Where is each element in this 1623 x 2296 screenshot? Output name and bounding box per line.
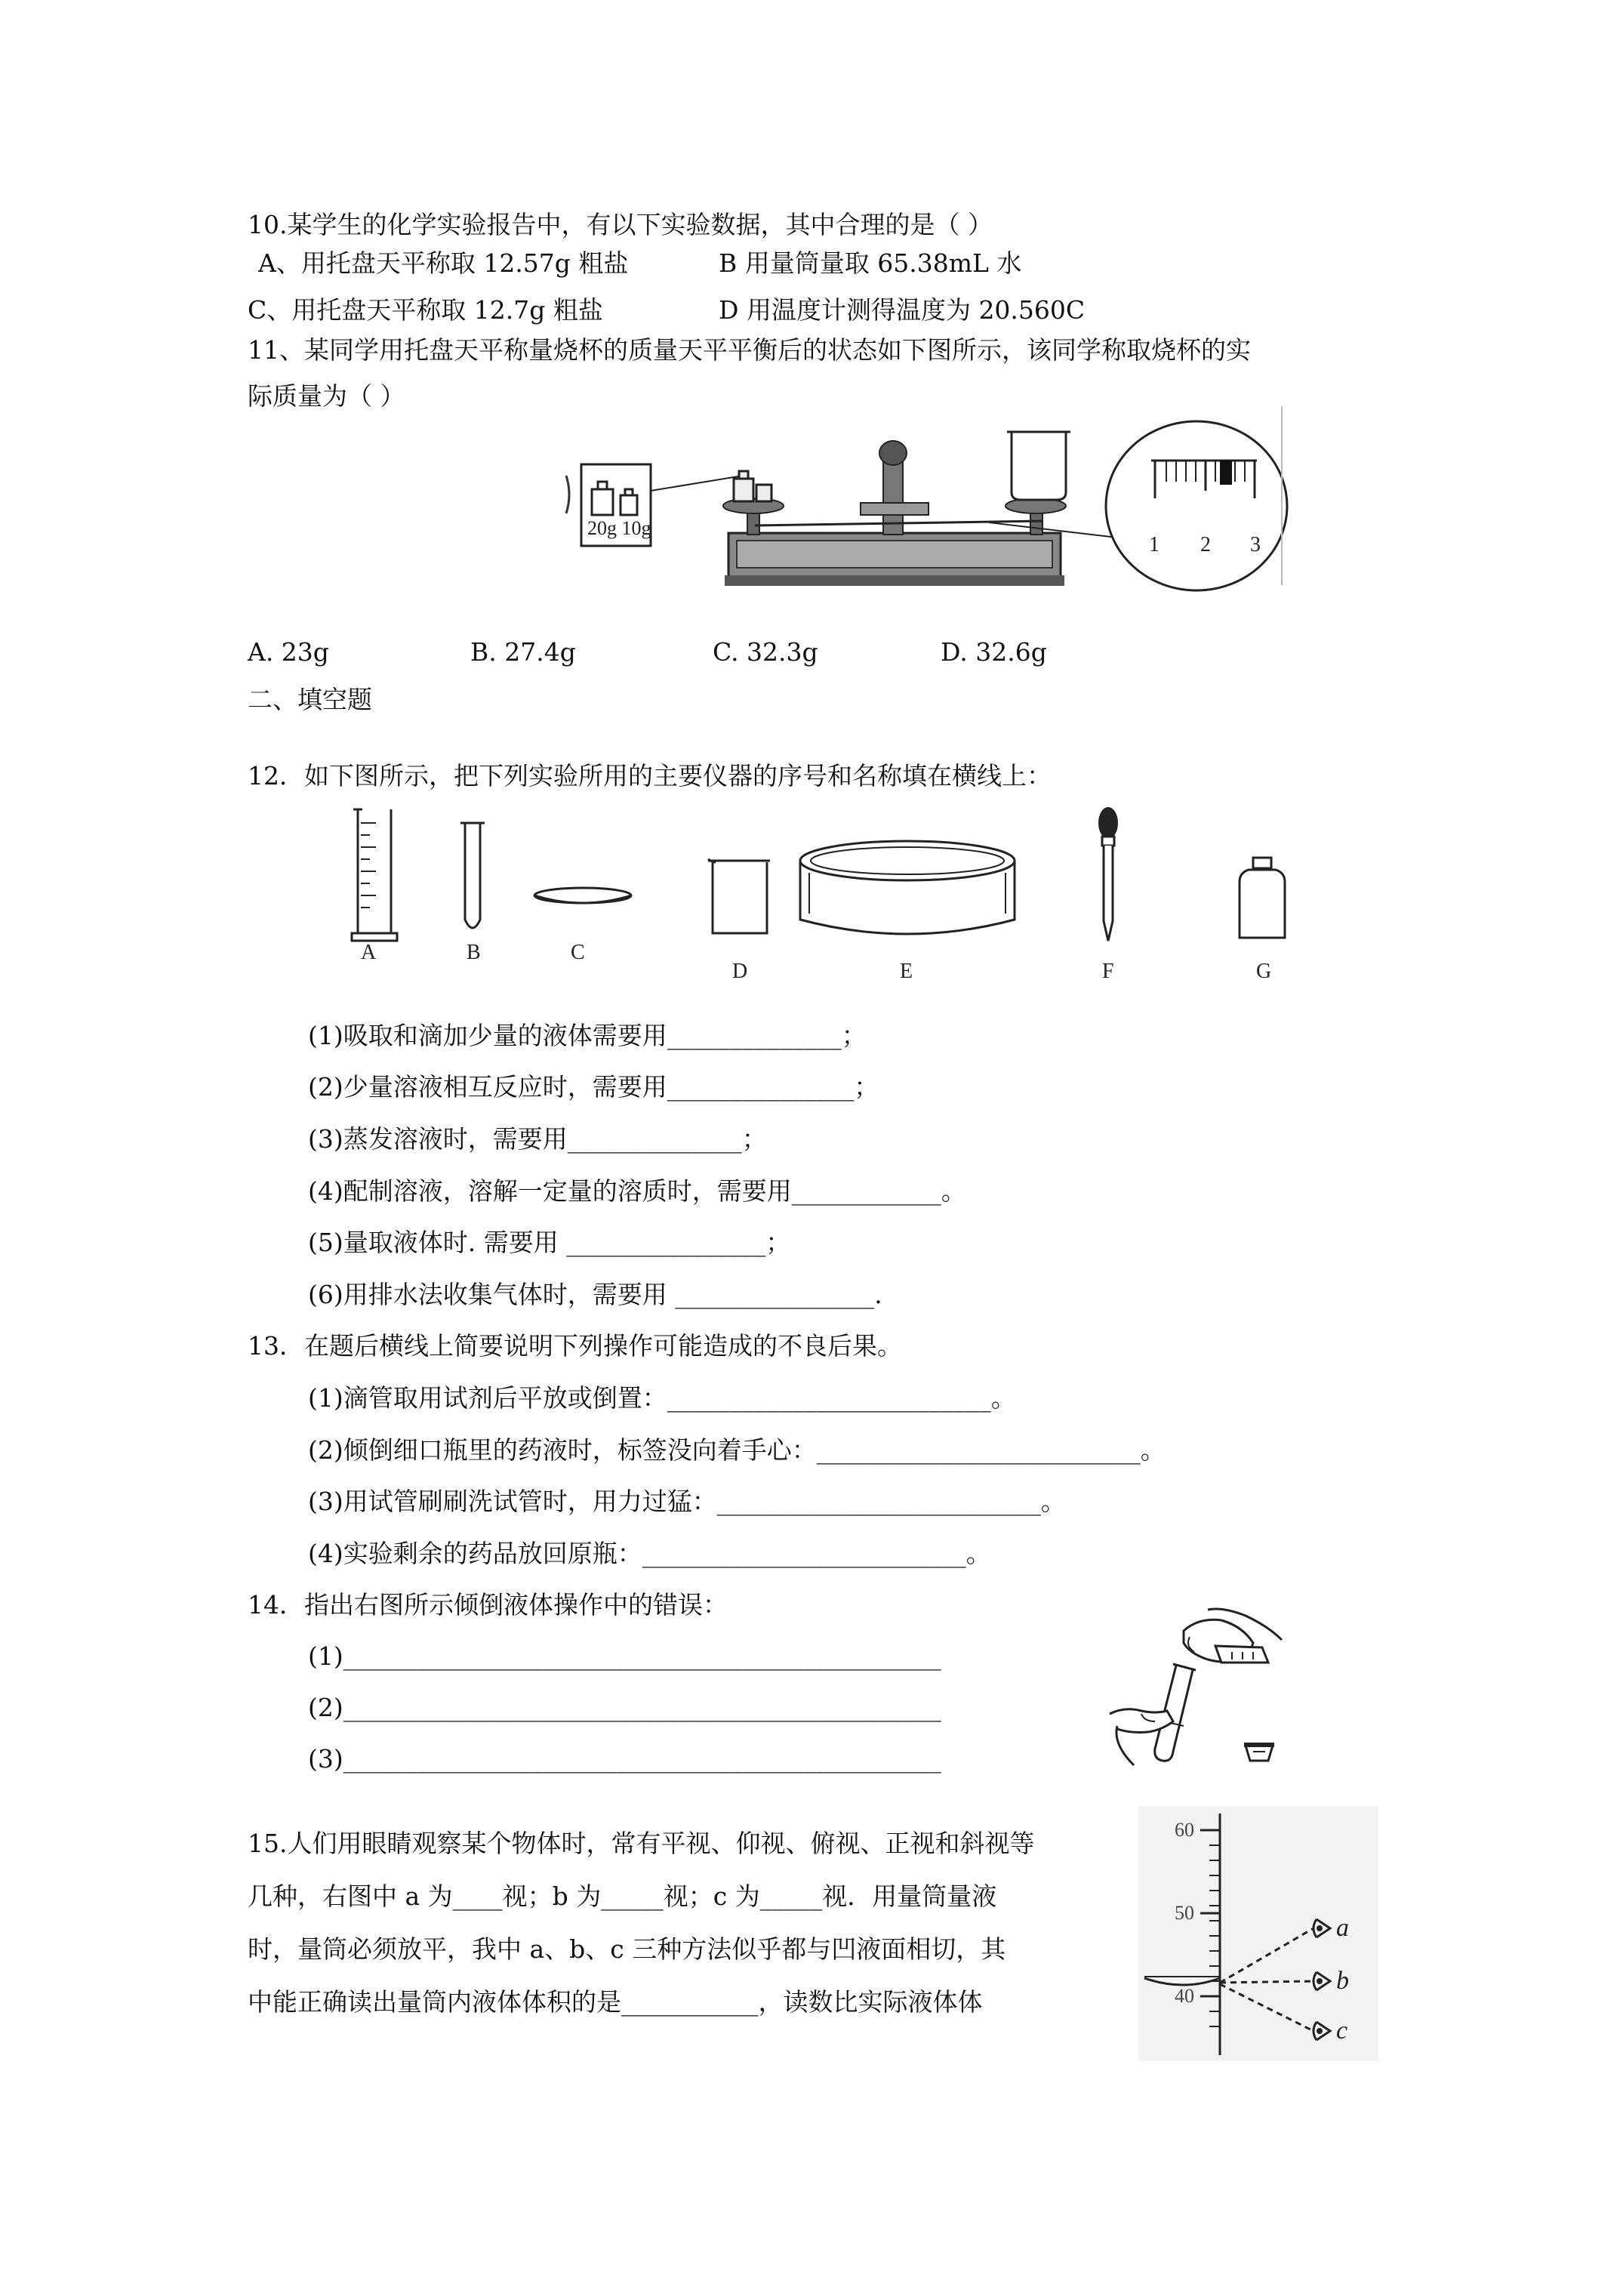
q11-stem-line1: 11、某同学用托盘天平称量烧杯的质量天平平衡后的状态如下图所示，该同学称取烧杯的实 [248, 335, 1251, 365]
q13-stem: 13．在题后横线上简要说明下列操作可能造成的不良后果。 [248, 1331, 902, 1361]
q12-item-6: (6)用排水法收集气体时，需要用 ________________. [308, 1280, 882, 1309]
q11-option-d: D. 32.6g [941, 637, 1047, 667]
magnified-scale [1106, 421, 1287, 590]
graduated-cylinder-icon [352, 809, 397, 941]
scale-tick-2: 2 [1200, 533, 1211, 556]
q11-stem-line2: 际质量为（ ） [248, 381, 405, 411]
crystallizing-dish-icon [800, 841, 1015, 934]
q15-line-1: 15.人们用眼睛观察某个物体时，常有平视、仰视、俯视、正视和斜视等 [248, 1829, 1035, 1858]
q12-item-4: (4)配制溶液，溶解一定量的溶质时，需要用____________。 [308, 1176, 966, 1206]
scale-40: 40 [1175, 1985, 1194, 2007]
q10-option-b: B 用量筒量取 65.38mL 水 [719, 248, 1022, 278]
label-g: G [1256, 960, 1272, 983]
stopper-icon [1244, 1743, 1274, 1761]
scale-tick-1: 1 [1149, 533, 1160, 556]
sight-line-b [1220, 1981, 1313, 1983]
label-b: B [467, 941, 481, 964]
q14-item-2: (2)________________________________________________ [308, 1693, 941, 1722]
q10-option-c: C、用托盘天平称取 12.7g 粗盐 [248, 295, 603, 325]
q15-line-2: 几种，右图中 a 为____视；b 为_____视；c 为_____视．用量筒量液 [248, 1881, 997, 1911]
q13-item-3: (3)用试管刷刷洗试管时，用力过猛：__________________________。 [308, 1487, 1066, 1516]
eye-label-b: b [1336, 1967, 1349, 1995]
scale-50: 50 [1175, 1902, 1194, 1924]
label-e: E [900, 960, 913, 983]
section-heading: 二、填空题 [248, 685, 372, 714]
label-d: D [732, 960, 748, 983]
rider-marker [1220, 461, 1232, 485]
beaker-icon [708, 859, 770, 933]
weights-label: 20g 10g [587, 517, 651, 539]
scale-60: 60 [1175, 1819, 1194, 1841]
q10-stem: 10.某学生的化学实验报告中，有以下实验数据，其中合理的是（ ） [248, 210, 993, 239]
q13-item-1: (1)滴管取用试剂后平放或倒置：__________________________。 [308, 1383, 1016, 1413]
q15-line-4: 中能正确读出量筒内液体体积的是___________，读数比实际液体体 [248, 1987, 983, 2017]
q14-stem: 14．指出右图所示倾倒液体操作中的错误： [248, 1590, 728, 1620]
q12-item-1: (1)吸取和滴加少量的液体需要用______________； [308, 1021, 867, 1050]
balance-icon [723, 432, 1070, 586]
eye-label-c: c [1336, 2017, 1348, 2045]
reading-cylinder-figure [1138, 1806, 1380, 2063]
q13-item-4: (4)实验剩余的药品放回原瓶：__________________________。 [308, 1539, 991, 1568]
q11-option-a: A. 23g [248, 637, 329, 667]
q11-option-b: B. 27.4g [470, 637, 576, 667]
dropper-icon [1099, 808, 1117, 941]
scale-tick-3: 3 [1250, 533, 1261, 556]
hand-with-bottle-icon [1184, 1609, 1282, 1663]
q12-stem: 12．如下图所示，把下列实验所用的主要仪器的序号和名称填在横线上： [248, 761, 1052, 791]
q14-item-3: (3)________________________________________________ [308, 1744, 941, 1774]
q12-item-3: (3)蒸发溶液时，需要用______________； [308, 1124, 767, 1154]
watch-glass-icon [534, 888, 631, 903]
eye-label-a: a [1336, 1914, 1349, 1942]
apparatus-figure [332, 800, 1313, 989]
gas-bottle-icon [1240, 858, 1285, 938]
q15-line-3: 时，量筒必须放平，我中 a、b、c 三种方法似乎都与凹液面相切，其 [248, 1934, 1006, 1964]
pouring-liquid-figure [1095, 1601, 1306, 1782]
q10-option-a: A、用托盘天平称取 12.57g 粗盐 [258, 248, 629, 278]
q14-item-1: (1)________________________________________________ [308, 1641, 941, 1671]
label-c: C [571, 941, 585, 964]
balance-figure [559, 400, 1298, 596]
label-f: F [1102, 960, 1114, 983]
test-tube-icon [460, 823, 485, 928]
q12-item-5: (5)量取液体时. 需要用 ________________； [308, 1228, 791, 1257]
q11-option-c: C. 32.3g [713, 637, 818, 667]
q12-item-2: (2)少量溶液相互反应时，需要用_______________； [308, 1072, 879, 1102]
q10-option-d: D 用温度计测得温度为 20.560C [719, 295, 1086, 325]
label-a: A [361, 941, 377, 964]
q13-item-2: (2)倾倒细口瓶里的药液时，标签没向着手心：__________________________。 [308, 1435, 1166, 1465]
